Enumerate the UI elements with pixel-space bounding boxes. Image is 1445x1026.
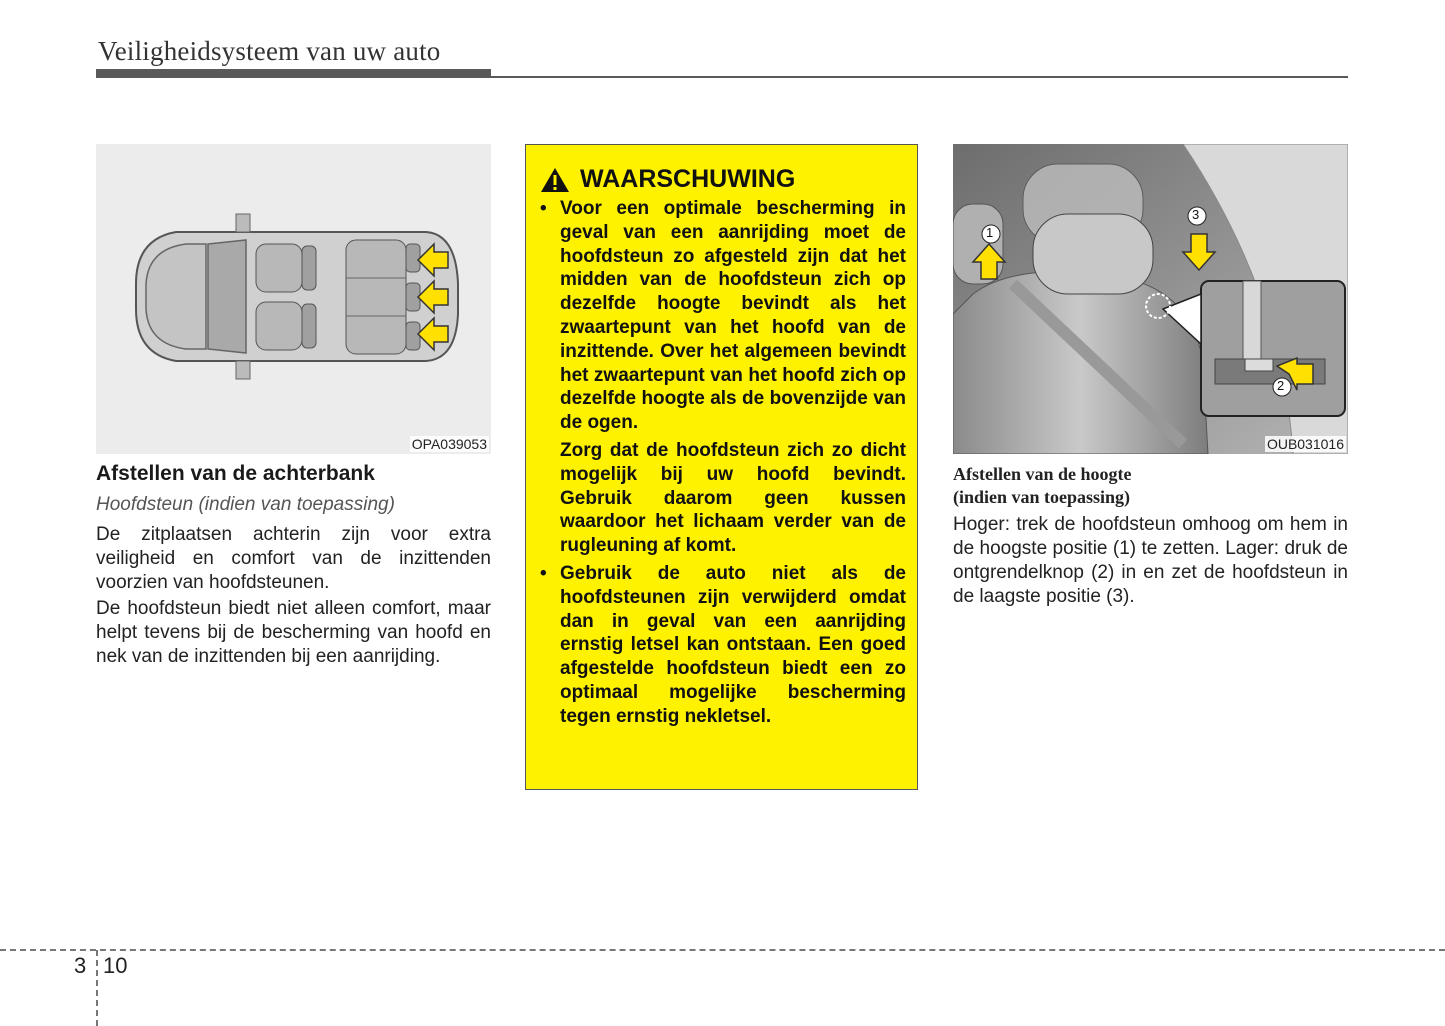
footer-divider bbox=[0, 949, 1445, 951]
car-top-view-illustration bbox=[96, 144, 491, 454]
warning-list bbox=[538, 197, 906, 733]
warning-bullet-1-para-2: Zorg dat de hoofdsteun zich zo dicht mogelijk bij uw hoofd bevindt. Gebruik daarom geen kussen waardoor het lichaam verder van de rugleuning af komt. bbox=[560, 439, 906, 557]
warning-bullet-2-para: • Gebruik de auto niet als de hoofdsteunen zijn verwijderd omdat dan in geval van een aanrijding ernstig letsel kan ontstaan. Een goed afgestelde hoofdsteun biedt een zo optimaal mogelijke bescherming tegen ernstig nekletsel. bbox=[560, 562, 906, 727]
section-heading: Afstellen van de achterbank bbox=[96, 462, 375, 485]
page-header-title: Veiligheidsysteem van uw auto bbox=[98, 36, 441, 66]
warning-box bbox=[525, 144, 918, 790]
headrest-adjust-figure bbox=[953, 144, 1348, 454]
warning-bullet-1-para-1: • Voor een optimale bescherming in geval van een aanrijding moet de hoofdsteun zo afgesteld zijn dat het midden van de hoofdsteun zich op dezelfde hoogte bevindt als het zwaartepunt van het hoofd van de inzittende. Over het algemeen bevindt het zwaartepunt van het hoofd zich op dezelfde hoogte als de bovenzijde van de ogen. bbox=[560, 198, 906, 434]
header-rule-thin bbox=[491, 76, 1348, 78]
footer-divider-vertical bbox=[96, 950, 98, 1026]
callout-1: 1 bbox=[986, 225, 994, 240]
headrest-arrow-icons bbox=[418, 244, 448, 350]
right-heading bbox=[953, 463, 1348, 509]
figure-code-right: OUB031016 bbox=[1266, 436, 1344, 452]
car-top-view-figure bbox=[96, 144, 491, 454]
section-subheading: Hoofdsteun (indien van toepassing) bbox=[96, 494, 395, 515]
warning-title-text: WAARSCHUWING bbox=[580, 165, 796, 193]
page-number: 10 bbox=[103, 953, 128, 978]
callout-3: 3 bbox=[1192, 207, 1200, 222]
header-rule-thick bbox=[96, 69, 491, 78]
headrest-illustration bbox=[953, 144, 1348, 454]
chapter-number: 3 bbox=[74, 953, 87, 978]
left-paragraph-2: De hoofdsteun biedt niet alleen comfort, maar helpt tevens bij de bescherming van hoofd en nek van de inzittenden bij een aanrijding. bbox=[96, 598, 491, 667]
warning-triangle-icon bbox=[540, 167, 570, 193]
warning-bullet-1 bbox=[538, 197, 906, 558]
warning-title bbox=[540, 165, 795, 194]
figure-code-left: OPA039053 bbox=[411, 436, 487, 452]
callout-2: 2 bbox=[1277, 378, 1285, 393]
warning-bullet-2 bbox=[538, 562, 906, 729]
right-heading-line-2: (indien van toepassing) bbox=[953, 487, 1131, 507]
right-paragraph: Hoger: trek de hoofdsteun omhoog om hem in de hoogste positie (1) te zetten. Lager: druk de ontgrendelknop (2) in en zet de hoofdsteun in de laagste positie (3). bbox=[953, 514, 1348, 607]
right-heading-line-1: Afstellen van de hoogte bbox=[953, 464, 1132, 484]
left-paragraph-1: De zitplaatsen achterin zijn voor extra veiligheid en comfort van de inzittenden voorzien van hoofdsteunen. bbox=[96, 524, 491, 593]
